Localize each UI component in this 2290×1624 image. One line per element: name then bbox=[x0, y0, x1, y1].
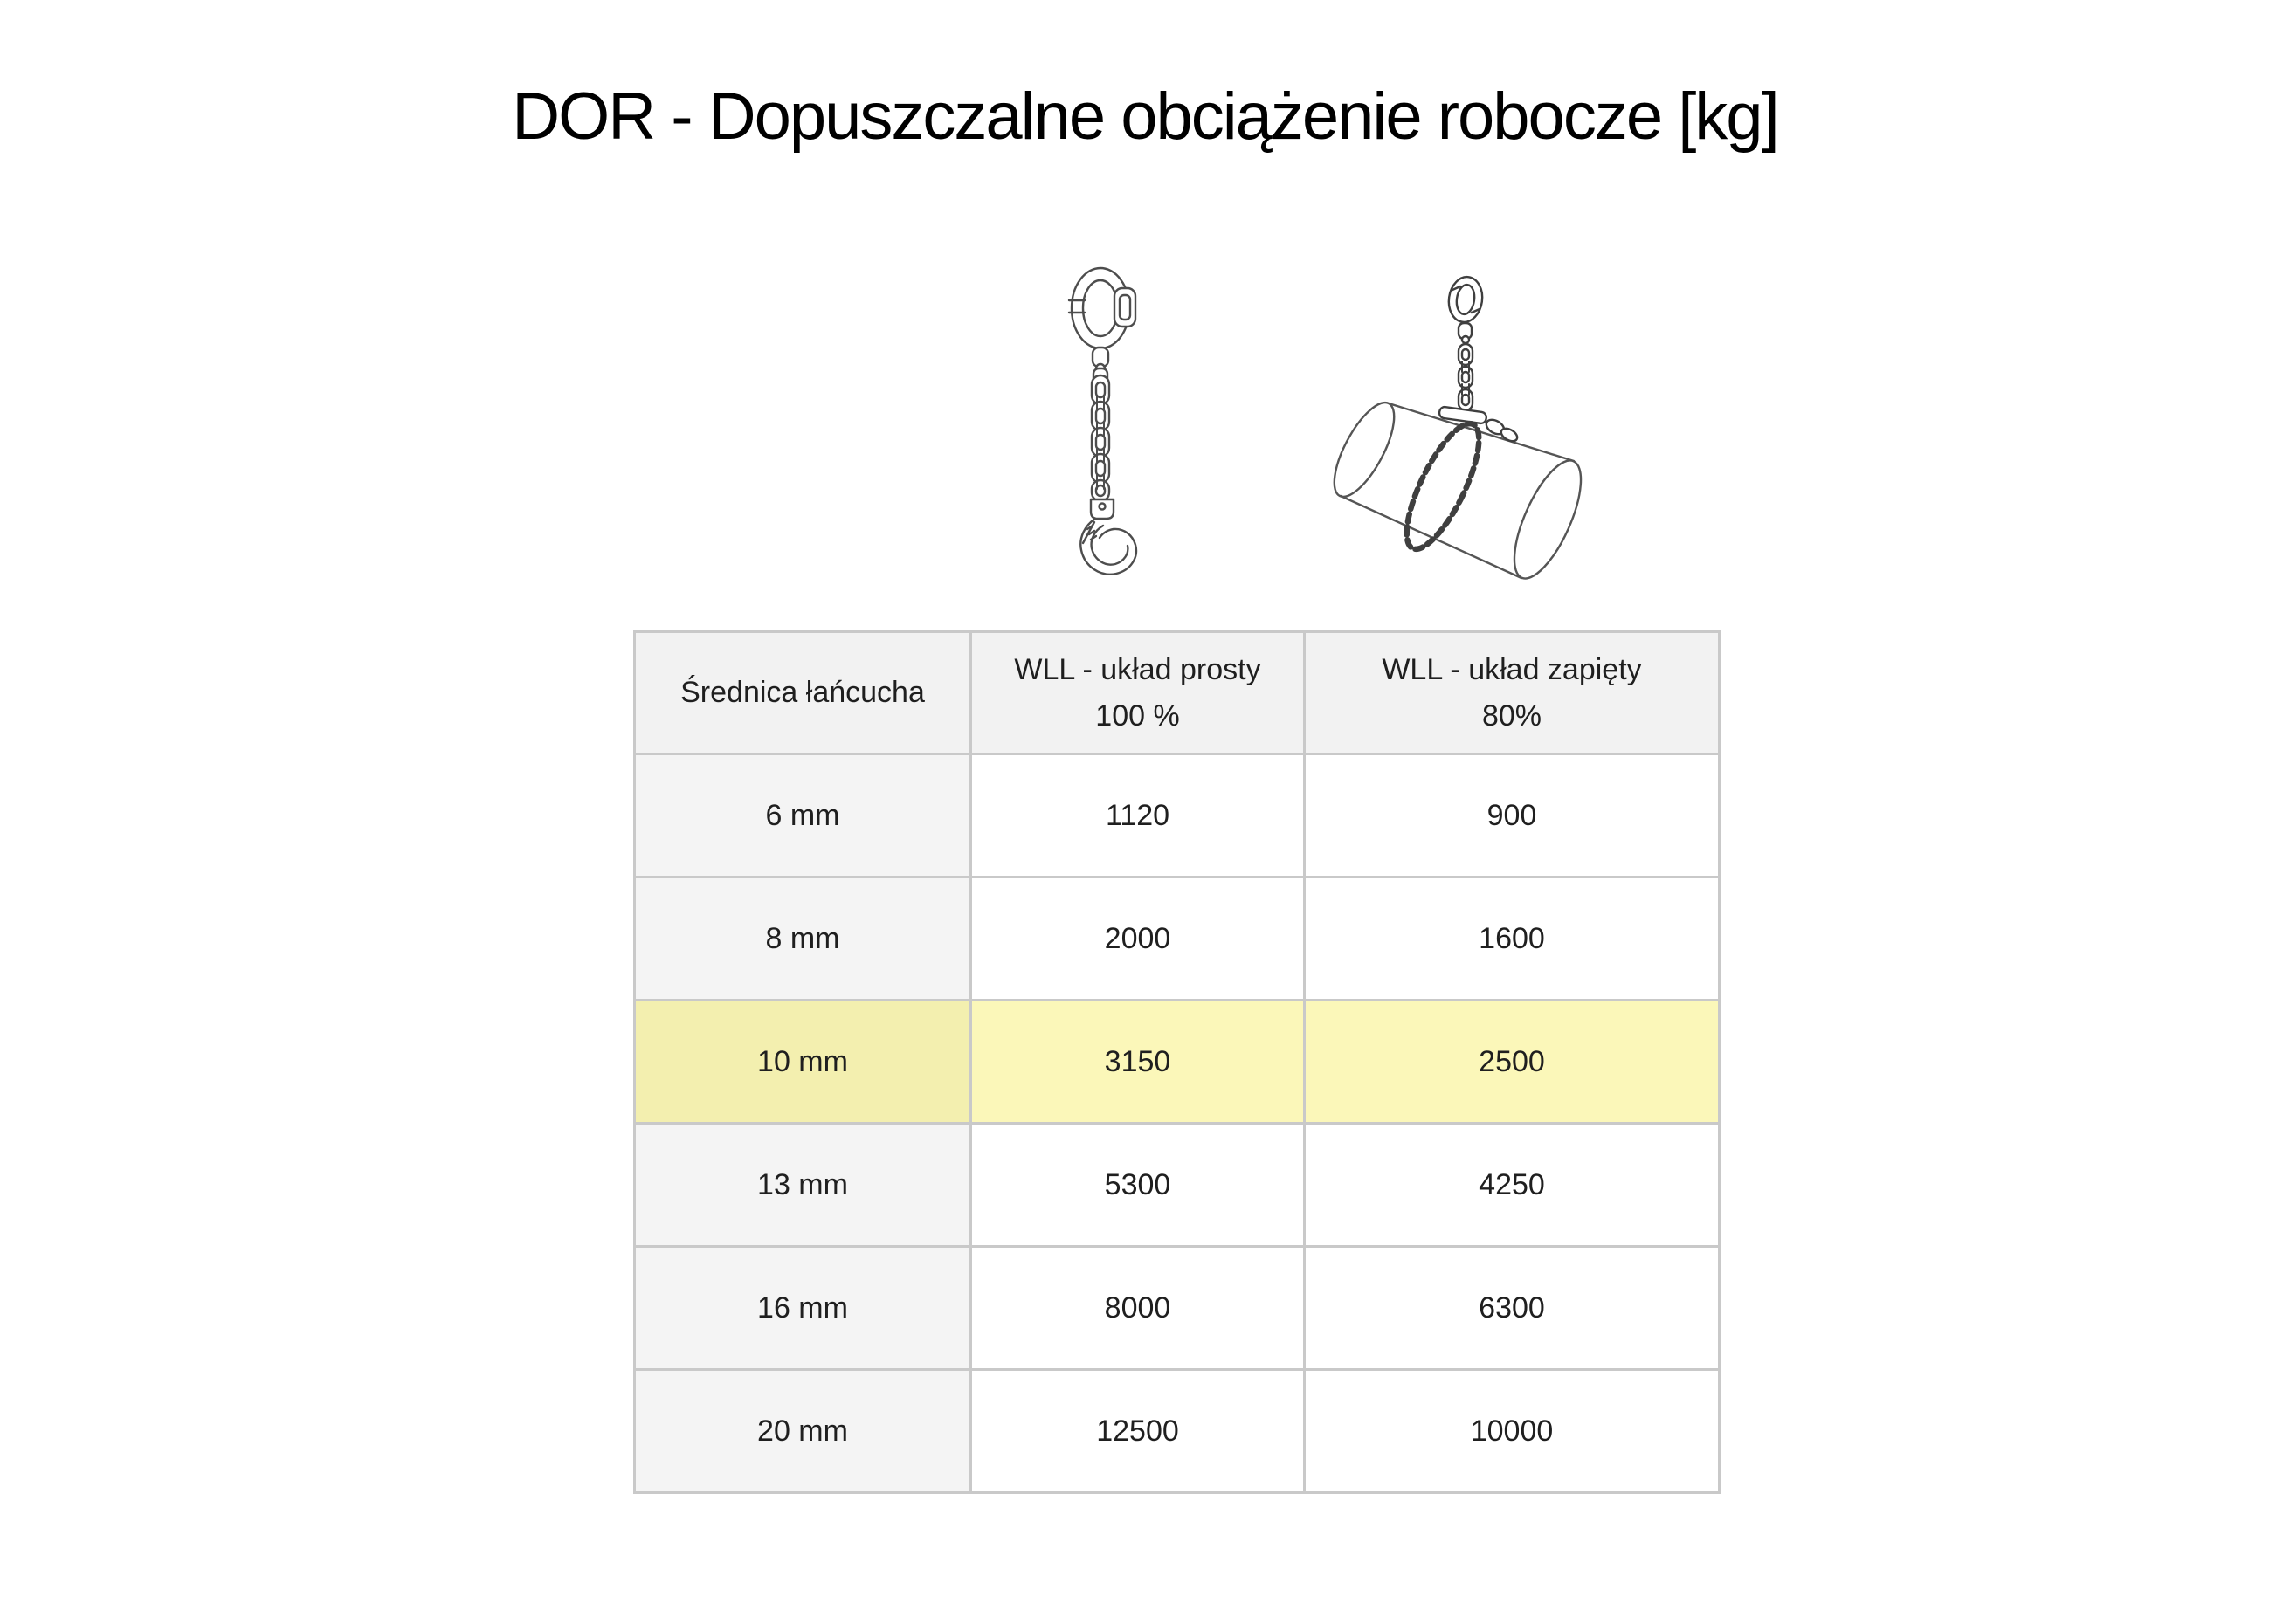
cell-wll-straight: 3150 bbox=[971, 1001, 1305, 1124]
table-row bbox=[635, 1370, 1720, 1493]
table-row bbox=[635, 877, 1720, 1001]
cell-diameter: 16 mm bbox=[635, 1247, 971, 1370]
cell-wll-straight: 12500 bbox=[971, 1370, 1305, 1493]
cell-wll-choked: 1600 bbox=[1305, 877, 1720, 1001]
col-header-line: WLL - układ prosty bbox=[1014, 652, 1261, 686]
col-header-line: 100 % bbox=[1095, 698, 1180, 733]
cell-wll-choked: 6300 bbox=[1305, 1247, 1720, 1370]
cell-wll-straight: 5300 bbox=[971, 1124, 1305, 1247]
table-header-row bbox=[635, 632, 1720, 754]
cell-wll-straight: 2000 bbox=[971, 877, 1305, 1001]
cell-wll-choked: 10000 bbox=[1305, 1370, 1720, 1493]
cell-wll-choked: 2500 bbox=[1305, 1001, 1720, 1124]
col-header-line: 80% bbox=[1481, 698, 1542, 733]
col-header-wll-straight bbox=[971, 632, 1305, 754]
table-row bbox=[635, 754, 1720, 877]
table-row bbox=[635, 1247, 1720, 1370]
cell-diameter: 8 mm bbox=[635, 877, 971, 1001]
col-header-line: WLL - układ zapięty bbox=[1382, 652, 1642, 686]
choked-sling-illustration-icon bbox=[1293, 236, 1659, 602]
cell-diameter: 10 mm bbox=[635, 1001, 971, 1124]
cell-wll-straight: 8000 bbox=[971, 1247, 1305, 1370]
col-header-line: Średnica łańcucha bbox=[680, 676, 925, 710]
cell-wll-straight: 1120 bbox=[971, 754, 1305, 877]
cell-diameter: 13 mm bbox=[635, 1124, 971, 1247]
col-header-wll-choked bbox=[1305, 632, 1720, 754]
wll-table bbox=[633, 630, 1721, 1494]
cell-wll-choked: 4250 bbox=[1305, 1124, 1720, 1247]
cell-wll-choked: 900 bbox=[1305, 754, 1720, 877]
page-title: DOR - Dopuszczalne obciążenie robocze [kg] bbox=[512, 79, 1778, 154]
straight-sling-illustration-icon bbox=[1004, 236, 1223, 602]
cell-diameter: 20 mm bbox=[635, 1370, 971, 1493]
cell-diameter: 6 mm bbox=[635, 754, 971, 877]
table-row bbox=[635, 1001, 1720, 1124]
table-row bbox=[635, 1124, 1720, 1247]
col-header-chain-diameter bbox=[635, 632, 971, 754]
